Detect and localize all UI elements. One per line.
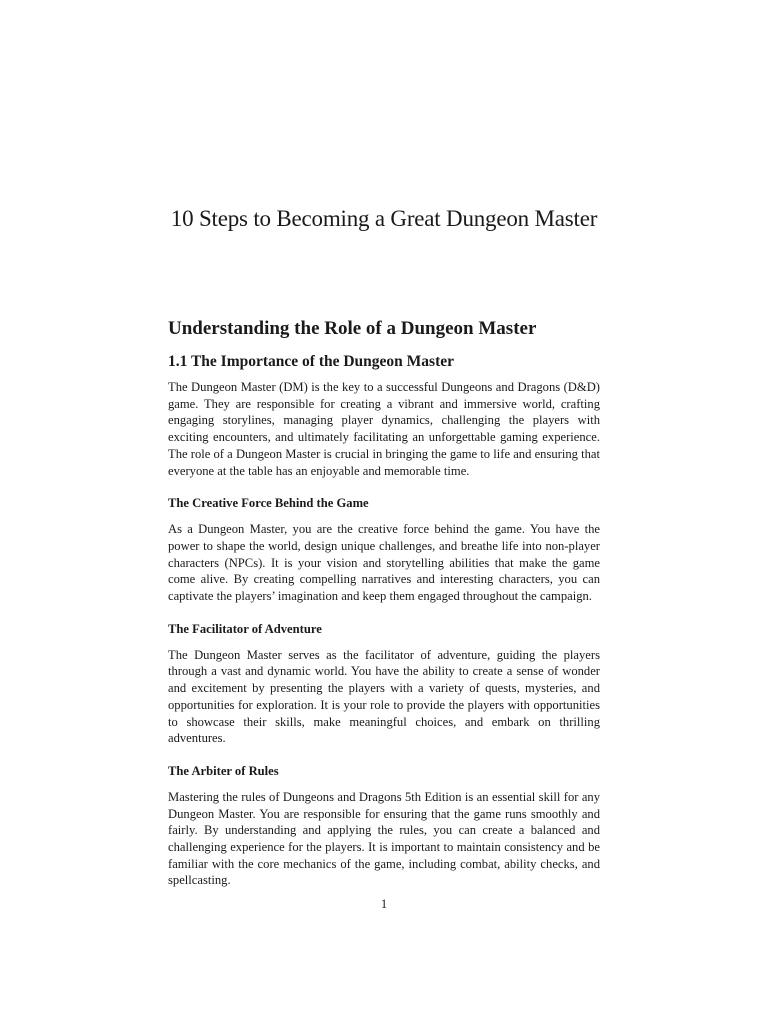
paragraph-heading-facilitator: The Facilitator of Adventure	[168, 621, 322, 636]
subsection-title: 1.1 The Importance of the Dungeon Master	[168, 353, 455, 370]
paragraph-creative-force: As a Dungeon Master, you are the creative force behind the game. You have the power to shape the world, design unique challenges, and breathe life into non-player characters (NPCs). It is your vision and storytelling abilities that make the game come alive. By creating compelling narratives and interesting characters, you can captivate the players’ imagination and keep them engaged throughout the campaign.	[168, 522, 600, 604]
document-title: 10 Steps to Becoming a Great Dungeon Master	[170, 206, 598, 231]
section-title: Understanding the Role of a Dungeon Master	[168, 318, 537, 339]
paragraph-arbiter: Mastering the rules of Dungeons and Dragons 5th Edition is an essential skill for any Dungeon Master. You are responsible for ensuring that the game runs smoothly and fairly. By understanding and applying the rules, you can create a balanced and challenging experience for the players. It is important to maintain consistency and be familiar with the core mechanics of the game, including combat, ability checks, and spellcasting.	[168, 789, 600, 888]
page-content	[168, 317, 600, 905]
page-number: 1	[380, 897, 388, 911]
paragraph-facilitator: The Dungeon Master serves as the facilitator of adventure, guiding the players through a vast and dynamic world. You have the ability to create a sense of wonder and excitement by presenting the players with a variety of quests, mysteries, and opportunities for exploration. It is your role to provide the players with opportunities to showcase their skills, make meaningful choices, and embark on thrilling adventures.	[168, 647, 600, 746]
intro-paragraph: The Dungeon Master (DM) is the key to a successful Dungeons and Dragons (D&D) game. They are responsible for creating a vibrant and immersive world, crafting engaging storylines, managing player dynamics, challenging the players with exciting encounters, and ultimately facilitating an unforgettable gaming experience. The role of a Dungeon Master is crucial in bringing the game to life and ensuring that everyone at the table has an enjoyable and memorable time.	[168, 380, 600, 478]
paragraph-heading-arbiter: The Arbiter of Rules	[168, 763, 279, 778]
paragraph-heading-creative-force: The Creative Force Behind the Game	[168, 496, 369, 511]
